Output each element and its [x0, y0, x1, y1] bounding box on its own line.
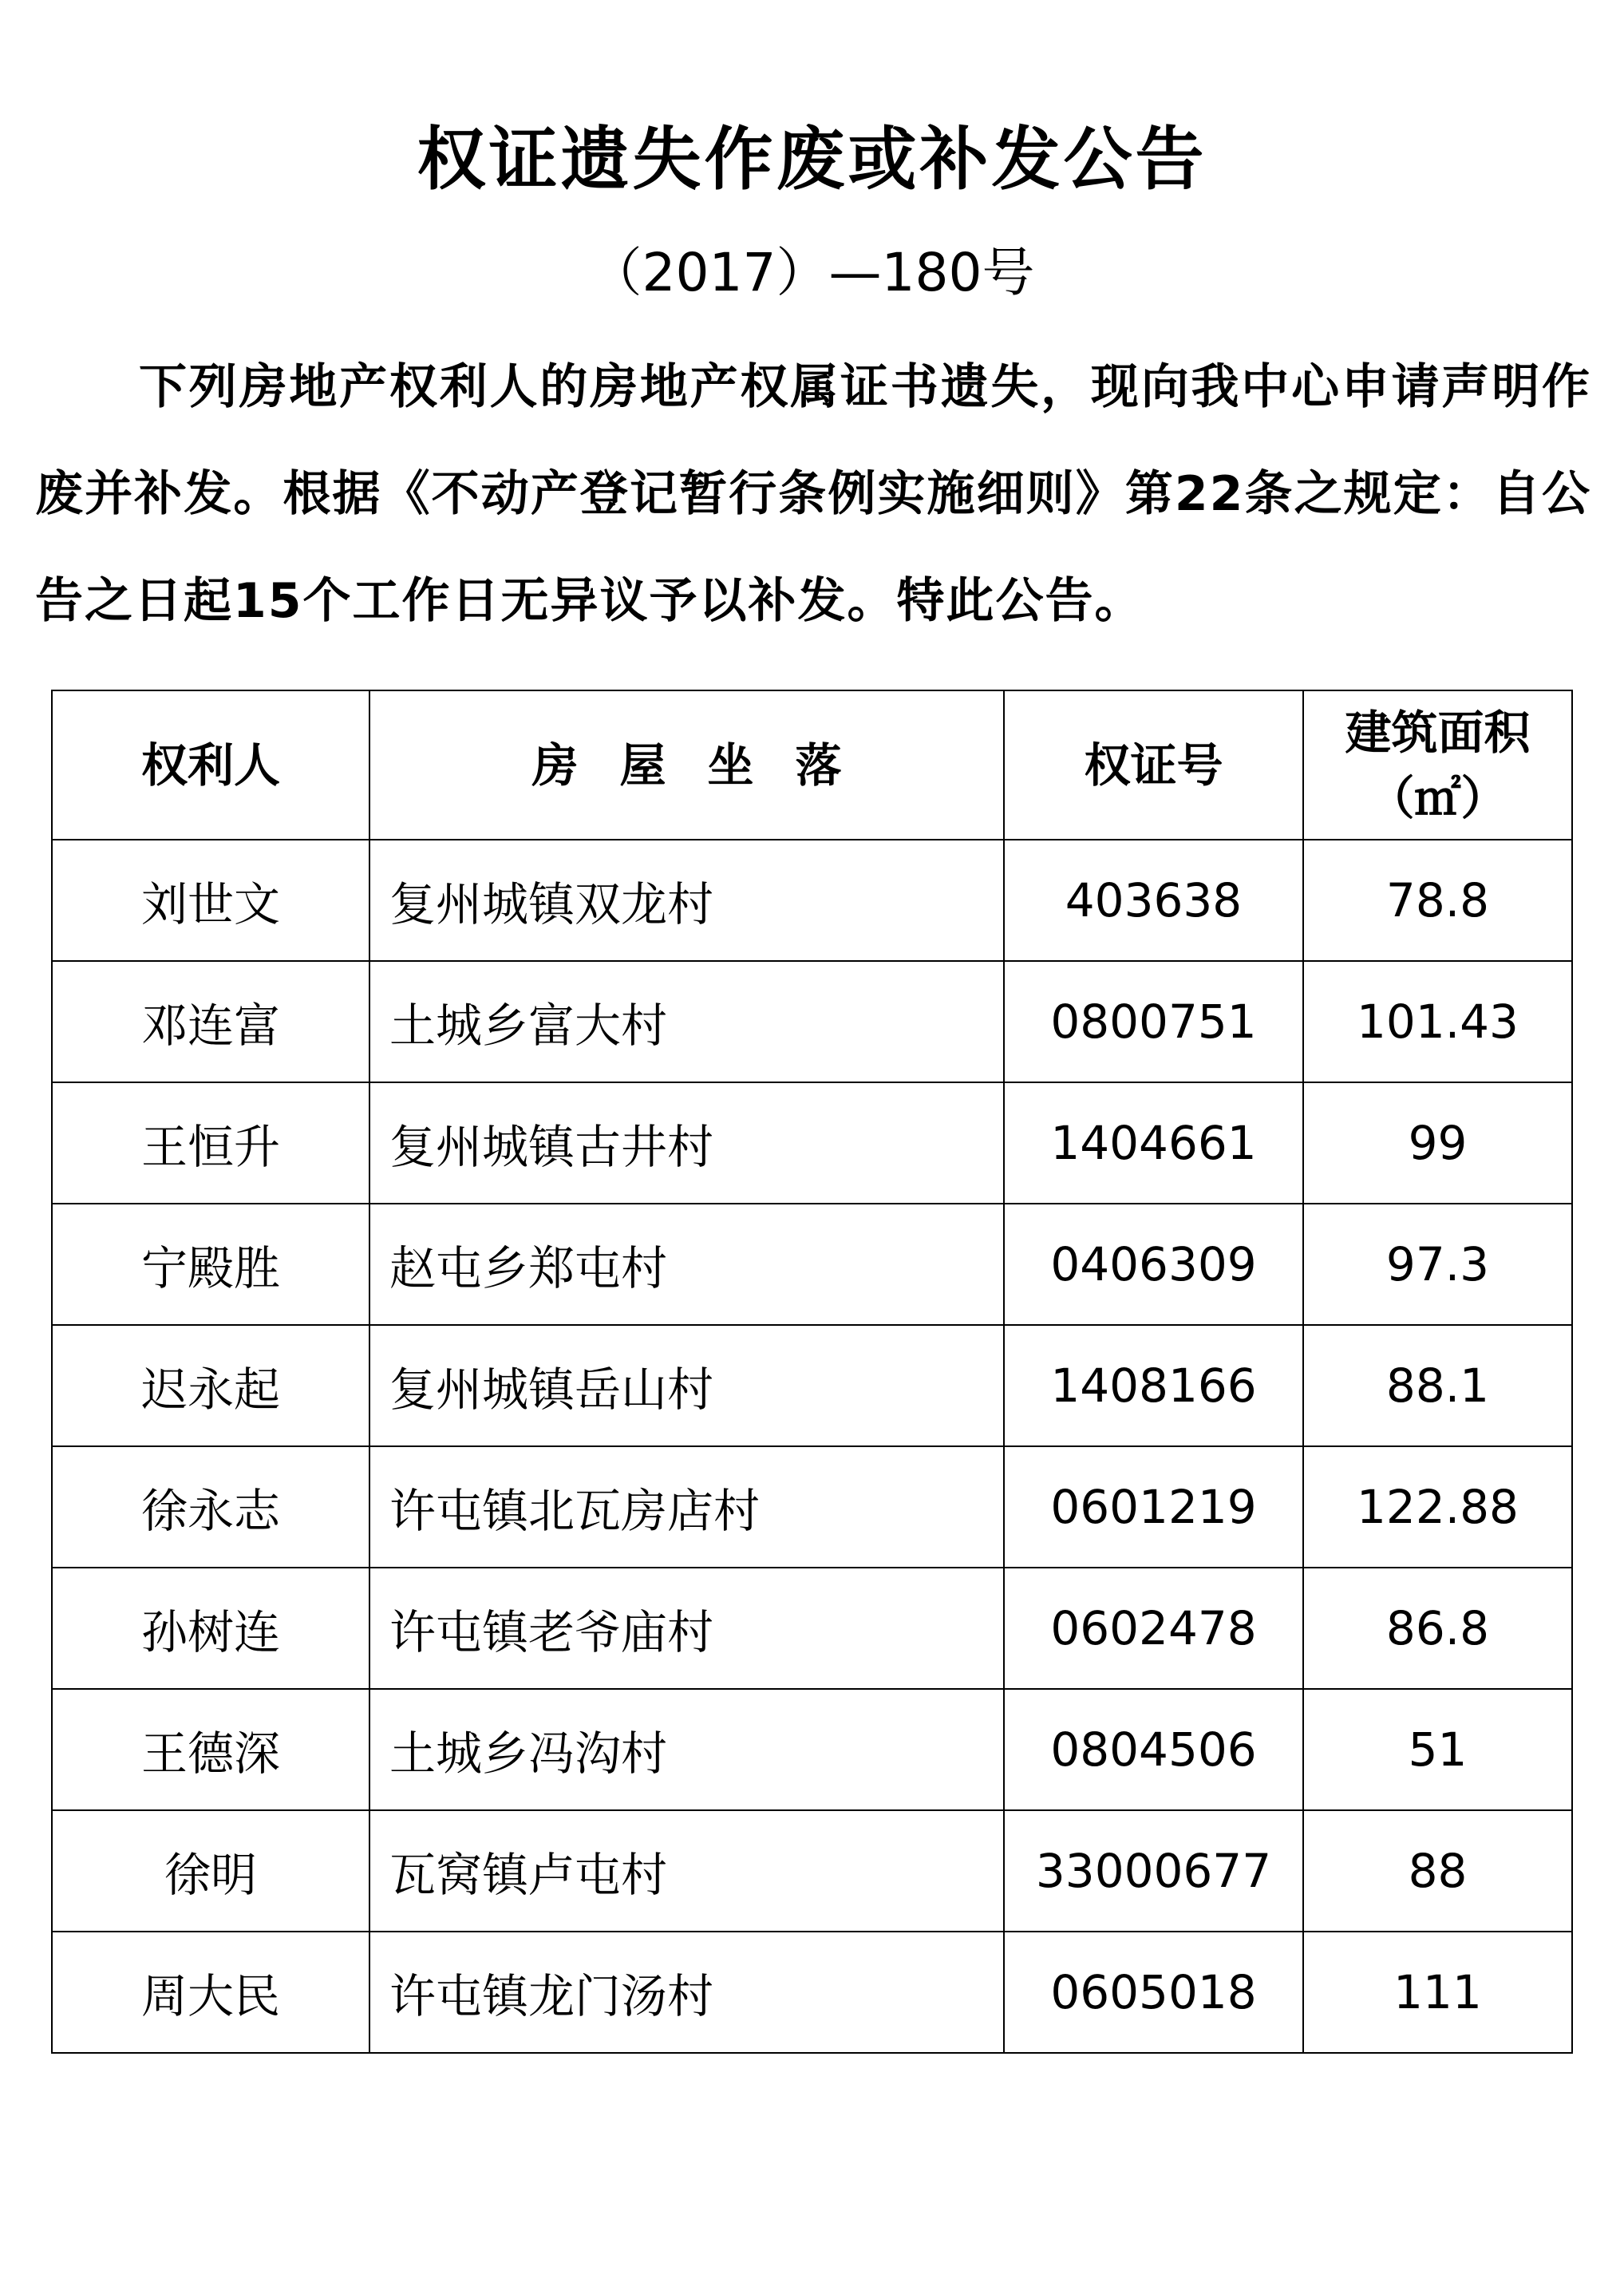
location-cell: 土城乡富大村	[369, 961, 1004, 1082]
certificate-number-cell: 0406309	[1004, 1204, 1303, 1325]
area-cell: 111	[1303, 1932, 1572, 2053]
owner-cell: 王恒升	[52, 1082, 369, 1204]
table-row	[52, 840, 1572, 961]
header-area-label: 建筑面积	[1345, 705, 1531, 760]
owner-cell: 周大民	[52, 1932, 369, 2053]
header-location-label: 房屋坐落	[531, 738, 883, 793]
certificate-number-cell: 0804506	[1004, 1689, 1303, 1810]
area-cell: 97.3	[1303, 1204, 1572, 1325]
table-row	[52, 1810, 1572, 1932]
table-row	[52, 1568, 1572, 1689]
header-location	[369, 690, 1004, 840]
table-row	[52, 961, 1572, 1082]
table-row	[52, 1325, 1572, 1446]
location-cell: 复州城镇古井村	[369, 1082, 1004, 1204]
owner-cell: 迟永起	[52, 1325, 369, 1446]
header-area-unit: （㎡）	[1368, 770, 1507, 825]
location-cell: 赵屯乡郑屯村	[369, 1204, 1004, 1325]
table-row	[52, 1446, 1572, 1568]
notice-paragraph: 下列房地产权利人的房地产权属证书遗失，现向我中心申请声明作废并补发。根据《不动产登记暂行条例实施细则》第22条之规定：自公告之日起15个工作日无异议予以补发。特此公告。	[35, 359, 1591, 629]
owner-cell: 王德深	[52, 1689, 369, 1810]
table-row	[52, 1689, 1572, 1810]
certificate-table	[51, 690, 1573, 2054]
area-cell: 122.88	[1303, 1446, 1572, 1568]
area-cell: 99	[1303, 1082, 1572, 1204]
certificate-number-cell: 403638	[1004, 840, 1303, 961]
area-cell: 88	[1303, 1810, 1572, 1932]
location-cell: 土城乡冯沟村	[369, 1689, 1004, 1810]
certificate-number-cell: 33000677	[1004, 1810, 1303, 1932]
header-owner: 权利人	[52, 690, 369, 840]
owner-cell: 徐永志	[52, 1446, 369, 1568]
certificate-number-cell: 0601219	[1004, 1446, 1303, 1568]
owner-cell: 孙树连	[52, 1568, 369, 1689]
certificate-number-cell: 1404661	[1004, 1082, 1303, 1204]
area-cell: 78.8	[1303, 840, 1572, 961]
notice-title: 权证遗失作废或补发公告	[417, 120, 1207, 200]
area-cell: 51	[1303, 1689, 1572, 1810]
header-certificate-number: 权证号	[1004, 690, 1303, 840]
table-row	[52, 1932, 1572, 2053]
certificate-number-cell: 0605018	[1004, 1932, 1303, 2053]
location-cell: 许屯镇老爷庙村	[369, 1568, 1004, 1689]
table-row	[52, 1082, 1572, 1204]
table-header-row	[52, 690, 1572, 840]
area-cell: 88.1	[1303, 1325, 1572, 1446]
owner-cell: 宁殿胜	[52, 1204, 369, 1325]
area-cell: 86.8	[1303, 1568, 1572, 1689]
location-cell: 许屯镇龙门汤村	[369, 1932, 1004, 2053]
certificate-number-cell: 0602478	[1004, 1568, 1303, 1689]
area-cell: 101.43	[1303, 961, 1572, 1082]
certificate-number-cell: 0800751	[1004, 961, 1303, 1082]
certificate-number-cell: 1408166	[1004, 1325, 1303, 1446]
location-cell: 复州城镇岳山村	[369, 1325, 1004, 1446]
owner-cell: 刘世文	[52, 840, 369, 961]
location-cell: 瓦窝镇卢屯村	[369, 1810, 1004, 1932]
owner-cell: 徐明	[52, 1810, 369, 1932]
table-row	[52, 1204, 1572, 1325]
location-cell: 复州城镇双龙村	[369, 840, 1004, 961]
owner-cell: 邓连富	[52, 961, 369, 1082]
document-number: （2017）—180号	[589, 242, 1035, 303]
location-cell: 许屯镇北瓦房店村	[369, 1446, 1004, 1568]
header-area	[1303, 690, 1572, 840]
